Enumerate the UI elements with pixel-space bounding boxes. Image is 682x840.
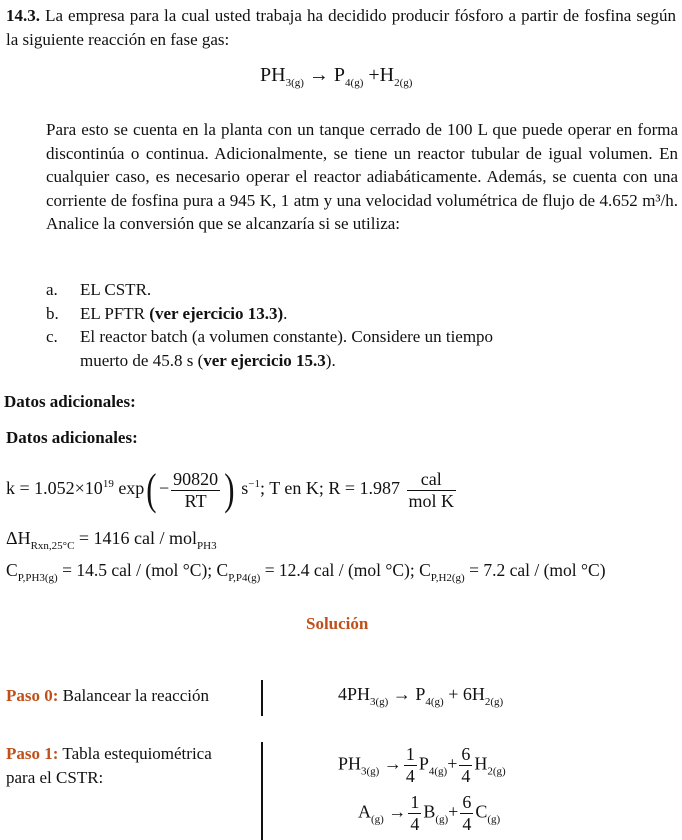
reaction-p: P: [333, 64, 346, 86]
fraction-denominator: RT: [171, 490, 220, 512]
fraction-denominator: 4: [405, 766, 415, 786]
arrow-icon: →: [392, 684, 411, 704]
problem-intro: La empresa para la cual usted trabaja ha decidido producir fósforo a partir de fosfina según la siguiente reacción en fase gas:: [6, 6, 676, 49]
balanced-p: P: [415, 684, 426, 704]
eq-p: P: [418, 753, 429, 774]
eq-h-sub: (g): [487, 813, 501, 826]
heat-capacity-equation: [6, 560, 606, 584]
reaction-p-sub: 4(g): [345, 77, 364, 89]
coef-fraction: [408, 792, 421, 835]
step-0-divider: [261, 680, 263, 716]
problem-statement: [6, 4, 676, 51]
units-numerator: cal: [420, 468, 442, 489]
eq-lhs-sub: (g): [371, 813, 384, 826]
step-text: Balancear la reacción: [62, 686, 209, 705]
list-item-tail: .: [283, 303, 288, 323]
reaction-h-sub: 2(g): [394, 77, 413, 89]
step-text: Tabla estequiométrica: [62, 744, 212, 763]
cp-value: = 12.4 cal / (mol °C);: [260, 560, 415, 580]
gas-constant-units: [407, 469, 457, 512]
enthalpy-equation: [6, 528, 217, 552]
list-item-label: a.: [46, 280, 58, 299]
balanced-h: + 6H: [448, 684, 485, 704]
cp-sub: P,H2(g): [430, 572, 465, 584]
enthalpy-sub: Rxn,25°C: [30, 540, 75, 552]
reaction-lhs: PH: [260, 64, 286, 86]
k-power: 19: [102, 478, 114, 491]
step-label: Paso 0:: [6, 686, 59, 705]
fraction-numerator: 6: [461, 744, 471, 764]
step-1: [6, 742, 212, 789]
paren-close: ): [224, 465, 235, 514]
eq-p: B: [423, 801, 436, 822]
cp-value: = 7.2 cal / (mol °C): [464, 560, 606, 580]
solution-heading: Solución: [306, 614, 369, 633]
plus-sign: +: [368, 64, 380, 86]
k-prefactor: k = 1.052×10: [6, 478, 103, 499]
arrow-icon: →: [308, 64, 329, 86]
k-units: s: [241, 478, 249, 499]
eq-h: C: [475, 801, 488, 822]
cp-sub: P,PH3(g): [17, 572, 58, 584]
step-1-divider: [261, 742, 263, 840]
eq-lhs-sub: 3(g): [361, 765, 380, 778]
fraction-numerator: 6: [462, 792, 472, 812]
cp-sub: P,P4(g): [228, 572, 261, 584]
activation-fraction: [171, 469, 220, 512]
fraction-denominator: 4: [461, 766, 471, 786]
list-item-label: b.: [46, 303, 59, 323]
cp-symbol: C: [419, 560, 431, 580]
stoich-equation-1: $PH_{3(g)}$ → $\frac{1}{4}$ $P_{4(g)}+$ $\frac{6}{4}$ $H_{2(g)}$: [338, 744, 506, 786]
eq-lhs: A: [358, 801, 371, 822]
eq-h-sub: 2(g): [487, 765, 506, 778]
fraction-denominator: 4: [462, 814, 472, 834]
options-list: [46, 278, 566, 372]
cp-symbol: C: [6, 560, 18, 580]
problem-number: 14.3.: [6, 6, 40, 25]
coef-fraction: [460, 792, 473, 835]
list-item-text: EL CSTR.: [80, 280, 152, 299]
enthalpy-symbol: ΔH: [6, 528, 31, 548]
list-item-text: El reactor batch (a volumen constante). Considere un tiempo: [80, 327, 494, 346]
rate-constant-equation: $k = 1.052\times 10^{19}$ exp( − $\frac{90820}{RT}$ ) $s^{-1}$; T en K; R = 1.987 $\frac{\text{cal}}{\text{mol K}}$: [6, 465, 455, 514]
balanced-p-sub: 4(g): [425, 696, 444, 708]
datos-heading-1: Datos adicionales:: [4, 392, 136, 411]
fraction-numerator: 90820: [173, 468, 219, 489]
fraction-denominator: 4: [410, 814, 420, 834]
list-item: [46, 302, 566, 326]
step-text-2: para el CSTR:: [6, 767, 104, 787]
paren-open: (: [146, 465, 157, 514]
list-item-label: c.: [46, 327, 58, 346]
eq-lhs: PH: [338, 753, 362, 774]
exercise-ref: (ver ejercicio 13.3): [149, 303, 284, 323]
k-units-power: −1: [248, 478, 261, 491]
enthalpy-value: = 1416 cal / mol: [74, 528, 198, 548]
datos-heading-2: Datos adicionales:: [6, 428, 138, 447]
cp-symbol: C: [216, 560, 229, 580]
k-tail: ; T en K; R = 1.987: [260, 478, 401, 499]
exercise-ref: ver ejercicio 15.3: [203, 350, 326, 370]
list-item-tail: ).: [325, 350, 336, 370]
step-label: Paso 1:: [6, 744, 59, 763]
eq-p-sub: (g): [435, 813, 449, 826]
list-item-line2: muerto de 45.8 s (: [80, 350, 204, 370]
units-denominator: mol K: [408, 490, 455, 511]
coef-fraction: [404, 744, 417, 787]
fraction-numerator: 1: [410, 792, 420, 812]
stoich-equation-2: $A_{(g)}$ → $\frac{1}{4}$ $B_{(g)}+$ $\frac{6}{4}$ $C_{(g)}$: [358, 792, 501, 834]
balanced-lhs: 4PH: [338, 684, 371, 704]
arrow-icon: →: [388, 801, 407, 822]
problem-paragraph: Para esto se cuenta en la planta con un tanque cerrado de 100 L que puede operar en forma discontinúa o continua. Adicionalmente, se tiene un reactor tubular de igual volumen. En cualquier caso, es necesario operar el reactor adiabáticamente. Además, se cuenta con una corriente de fosfina pura a 945 K, 1 atm y una velocidad volumétrica de flujo de 4.652 m³/h. Analice la conversión que se alcanzaría si se utiliza:: [46, 120, 678, 233]
coef-fraction: [459, 744, 472, 787]
balanced-h-sub: 2(g): [484, 696, 504, 708]
list-item-text: EL PFTR: [80, 303, 146, 323]
list-item: [46, 325, 566, 372]
cp-value: = 14.5 cal / (mol °C);: [57, 560, 213, 580]
reaction-h: H: [379, 64, 395, 86]
balanced-reaction: [338, 684, 503, 708]
eq-p-sub: 4(g): [428, 765, 448, 778]
list-item: [46, 278, 566, 302]
reaction-lhs-sub: 3(g): [285, 77, 304, 89]
reaction-equation: [260, 64, 412, 89]
step-0: [6, 684, 209, 708]
eq-h: H: [474, 753, 488, 774]
balanced-lhs-sub: 3(g): [370, 696, 389, 708]
fraction-numerator: 1: [405, 744, 415, 764]
enthalpy-basis: PH3: [197, 540, 217, 552]
arrow-icon: →: [383, 753, 402, 774]
exp-function: exp: [118, 478, 145, 499]
